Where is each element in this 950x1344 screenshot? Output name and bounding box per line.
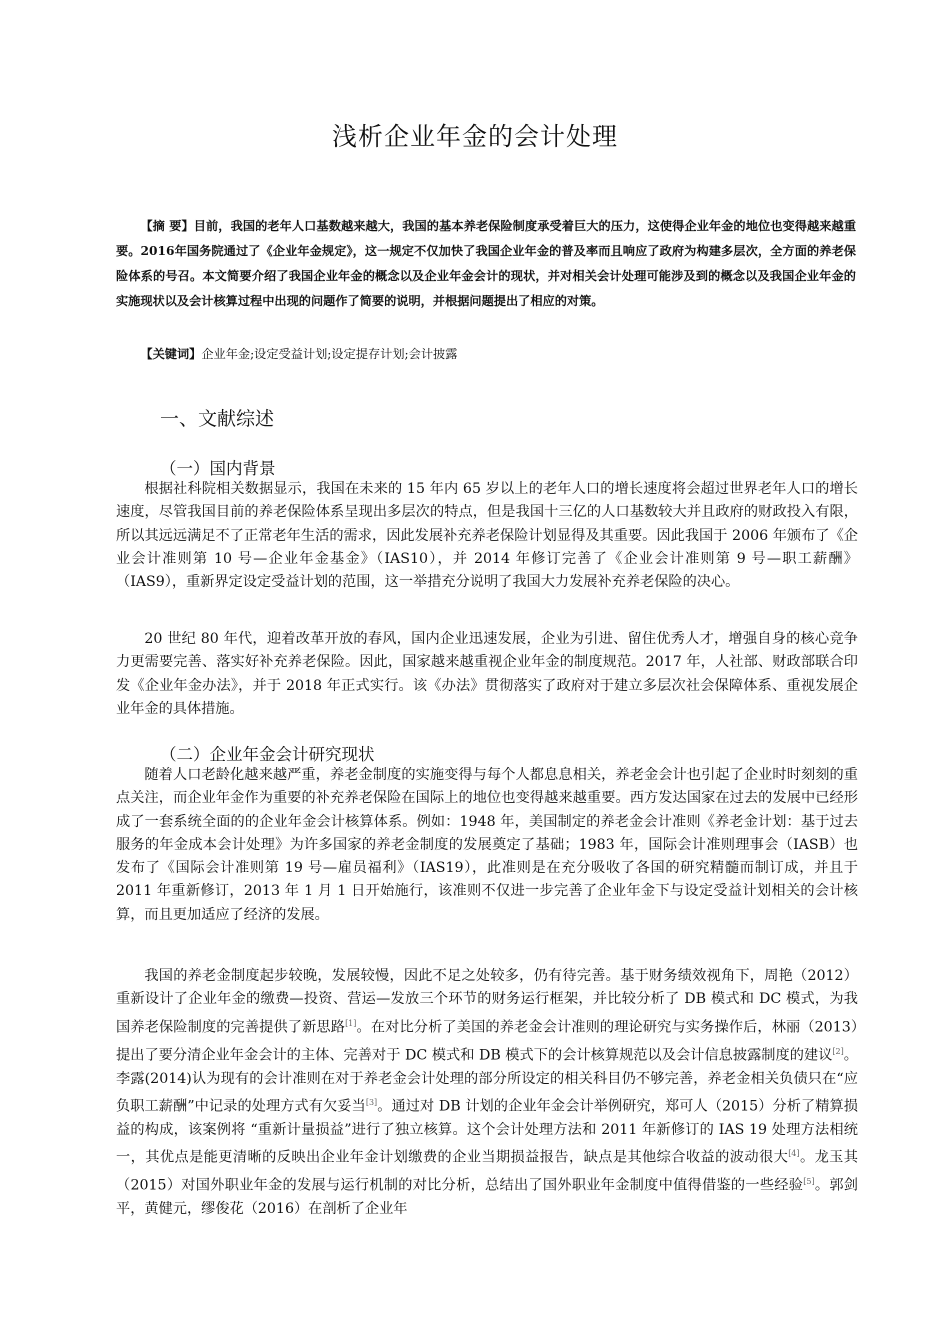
abstract: [116, 214, 856, 314]
paragraph-text: 。在对比分析了美国的养老金会计准则的理论研究与实务操作后，林丽（2013）提出了要分清企业年金会计的主体、完善对于 DC 模式和 DB 模式下的会计核算规范以及会计信息披露制度的建议: [116, 1019, 858, 1064]
citation-2: [2]: [832, 1046, 844, 1056]
citation-3: [3]: [365, 1097, 378, 1107]
paragraph-text: 。通过对 DB 计划的企业年金会计举例研究，郑可人（2015）分析了精算损益的构成，该案例将 “重新计量损益”进行了独立核算。这个会计处理方法和 2011 年新修订的 IAS 19 处理方法相统一，其优点是能更清晰的反映出企业年金计划缴费的企业当期损益报告，缺点是其他综合收益的波动很大: [116, 1098, 858, 1167]
abstract-text: 目前，我国的老年人口基数越来越大，我国的基本养老保险制度承受着巨大的压力，这使得企业年金的地位也变得越来越重要。2016年国务院通过了《企业年金规定》，这一规定不仅加快了我国企业年金的普及率而且响应了政府为构建多层次，全方面的养老保险体系的号召。本文简要介绍了我国企业年金的概念以及企业年金会计的现状，并对相关会计处理可能涉及到的概念以及我国企业年金的实施现状以及会计核算过程中出现的问题作了简要的说明，并根据问题提出了相应的对策。: [116, 219, 857, 308]
paragraph-text: 。李露(2014)认为现有的会计准则在对于养老金会计处理的部分所设定的相关科目仍不够完善，养老金相关负债只在“应负职工薪酬”中记录的处理方式有欠妥当: [116, 1047, 858, 1115]
keywords-label: 【关键词】: [140, 347, 202, 361]
paragraph-text: 我国的养老金制度起步较晚，发展较慢，因此不足之处较多，仍有待完善。基于财务绩效视角下，周艳（2012）重新设计了企业年金的缴费—投资、营运—发放三个环节的财务运行框架，并比较分析了 DB 模式和 DC 模式，为我国养老保险制度的完善提供了新思路: [116, 968, 858, 1036]
abstract-label: 【摘 要】: [140, 219, 194, 233]
citation-1: [1]: [345, 1018, 357, 1028]
keywords-text: 企业年金;设定受益计划;设定提存计划;会计披露: [201, 347, 458, 361]
keywords: [116, 342, 856, 367]
paragraph-text: 。龙玉其（2015）对国外职业年金的发展与运行机制的对比分析，总结出了国外职业年金制度中值得借鉴的一些经验: [116, 1150, 858, 1195]
paragraph-domestic-2: 20 世纪 80 年代，迎着改革开放的春风，国内企业迅速发展，企业为引进、留住优秀人才，增强自身的核心竞争力更需要完善、落实好补充养老保险。因此，国家越来越重视企业年金的制度规范。2017 年，人社部、财政部联合印发《企业年金办法》，并于 2018 年正式实行。该《办法》贯彻落实了政府对于建立多层次社会保障体系、重视发展企业年金的具体措施。: [116, 631, 858, 717]
section-heading-literature-review: 一、文献综述: [160, 408, 275, 430]
citation-4: [4]: [788, 1149, 800, 1159]
citation-5: [5]: [803, 1177, 815, 1187]
document-title: 浅析企业年金的会计处理: [331, 121, 618, 151]
paragraph-research-2: [116, 965, 858, 1222]
subsection-heading-domestic-background: （一）国内背景: [160, 459, 276, 478]
paragraph-text: 。郭剑平，黄健元，缪俊花（2016）在剖析了企业年: [116, 1178, 858, 1218]
subsection-heading-research-status: （二）企业年金会计研究现状: [160, 745, 375, 764]
paragraph-domestic-1: 根据社科院相关数据显示，我国在未来的 15 年内 65 岁以上的老年人口的增长速度将会超过世界老年人口的增长速度，尽管我国目前的养老保险体系呈现出多层次的特点，但是我国十三亿的人口基数较大并且政府的财政投入有限，所以其远远满足不了正常老年生活的需求，因此发展补充养老保险计划显得及其重要。因此我国于 2006 年颁布了《企业会计准则第 10 号—企业年金基金》（IAS10），并 2014 年修订完善了《企业会计准则第 9 号—职工薪酬》（IAS9），重新界定设定受益计划的范围，这一举措充分说明了我国大力发展补充养老保险的决心。: [116, 481, 858, 591]
paragraph-research-1: 随着人口老龄化越来越严重，养老金制度的实施变得与每个人都息息相关，养老金会计也引起了企业时时刻刻的重点关注，而企业年金作为重要的补充养老保险在国际上的地位也变得越来越重要。西方发达国家在过去的发展中已经形成了一套系统全面的的企业年金会计核算体系。例如：1948 年，美国制定的养老金会计准则《养老金计划：基于过去服务的年金成本会计处理》为许多国家的养老金制度的发展奠定了基础；1983 年，国际会计准则理事会（IASB）也发布了《国际会计准则第 19 号—雇员福利》（IAS19），此准则是在充分吸收了各国的研究精髓而制订成，并且于 2011 年重新修订，2013 年 1 月 1 日开始施行，该准则不仅进一步完善了企业年金下与设定受益计划相关的会计核算，而且更加适应了经济的发展。: [116, 767, 858, 923]
